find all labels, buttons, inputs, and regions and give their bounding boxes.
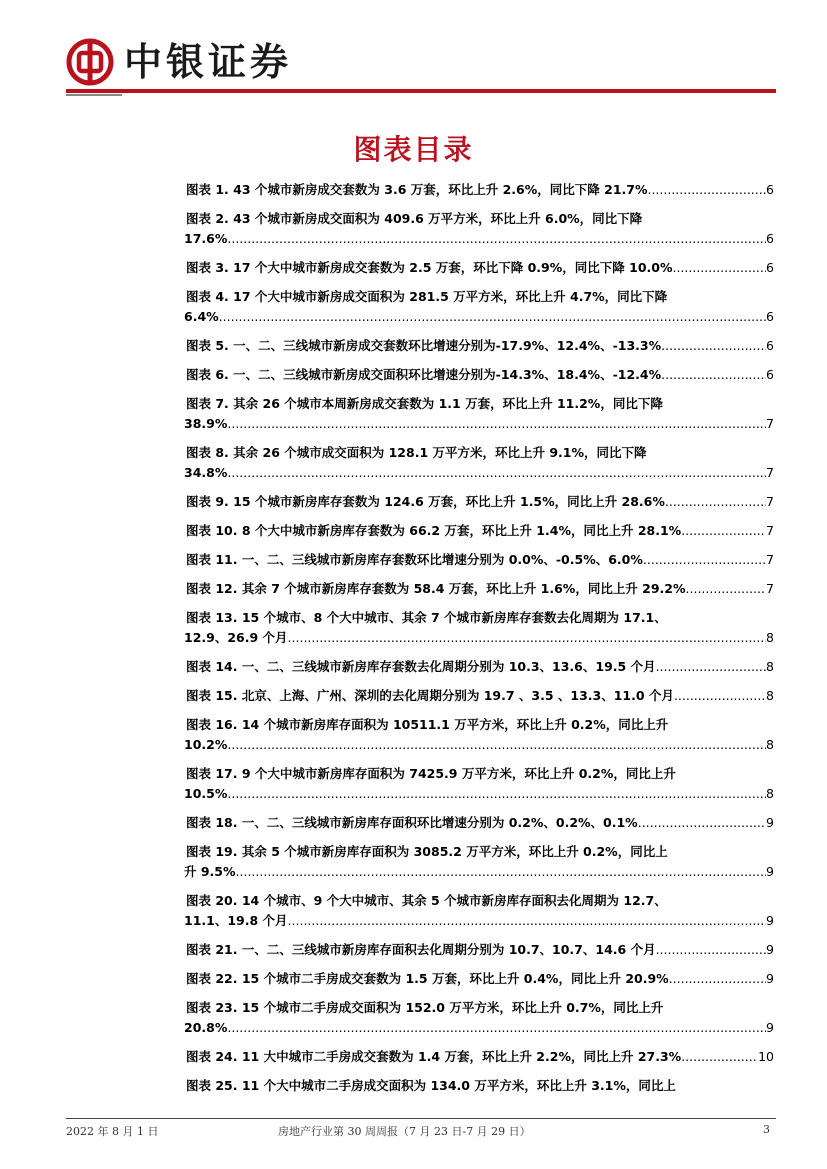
toc-entry[interactable] <box>186 686 774 706</box>
toc-leader-dots <box>661 336 766 356</box>
toc-entry[interactable] <box>186 891 774 931</box>
toc-page-number: 6 <box>766 231 774 246</box>
toc-entry[interactable] <box>186 940 774 960</box>
toc-leader-dots <box>661 365 766 385</box>
toc-entry[interactable] <box>186 579 774 599</box>
toc-leader-dots <box>647 180 766 200</box>
toc-page-number: 8 <box>766 737 774 752</box>
toc-leader-dots <box>665 492 766 512</box>
toc-entry-text: 20.8% <box>184 1020 228 1035</box>
table-of-contents <box>186 180 774 1105</box>
toc-entry-text: 升 9.5% <box>184 864 236 879</box>
toc-page-number: 9 <box>766 942 774 957</box>
toc-page-number: 9 <box>766 1020 774 1035</box>
toc-entry-text: 图表 16. 14 个城市新房库存面积为 10511.1 万平方米，环比上升 0.2%，同比上升 <box>186 717 669 732</box>
toc-entry-text: 图表 13. 15 个城市、8 个大中城市、其余 7 个城市新房库存套数去化周期为 17.1、 <box>186 610 667 625</box>
toc-page-number: 7 <box>766 465 774 480</box>
brand-name: 中银证券 <box>124 39 293 84</box>
toc-entry-text: 图表 9. 15 个城市新房库存套数为 124.6 万套，环比上升 1.5%，同比上升 28.6% <box>186 494 665 509</box>
toc-entry[interactable] <box>186 365 774 385</box>
toc-entry[interactable] <box>186 209 774 249</box>
toc-leader-dots <box>681 521 766 541</box>
toc-entry-text: 11.1、19.8 个月 <box>184 913 288 928</box>
toc-entry-text: 图表 12. 其余 7 个城市新房库存套数为 58.4 万套，环比上升 1.6%，同比上升 29.2% <box>186 581 686 596</box>
toc-entry-text: 图表 11. 一、二、三线城市新房库存套数环比增速分别为 0.0%、-0.5%、6.0% <box>186 552 643 567</box>
toc-entry-text: 图表 25. 11 个大中城市二手房成交面积为 134.0 万平方米，环比上升 3.1%，同比上 <box>186 1078 676 1093</box>
toc-entry-text: 图表 15. 北京、上海、广州、深圳的去化周期分别为 19.7 、3.5 、13.3、11.0 个月 <box>186 688 674 703</box>
bank-of-china-logo-icon <box>66 38 114 86</box>
toc-page-number: 7 <box>766 552 774 567</box>
footer-rule <box>66 1118 776 1119</box>
toc-entry[interactable] <box>186 492 774 512</box>
toc-leader-dots <box>219 307 766 327</box>
toc-leader-dots <box>674 686 766 706</box>
toc-entry-text: 12.9、26.9 个月 <box>184 630 288 645</box>
toc-leader-dots <box>669 969 766 989</box>
toc-entry-text: 图表 3. 17 个大中城市新房成交套数为 2.5 万套，环比下降 0.9%，同比下降 10.0% <box>186 260 673 275</box>
toc-page-number: 6 <box>766 260 774 275</box>
toc-entry[interactable] <box>186 1047 774 1067</box>
toc-entry-text: 图表 14. 一、二、三线城市新房库存套数去化周期分别为 10.3、13.6、19.5 个月 <box>186 659 656 674</box>
toc-page-number: 8 <box>766 786 774 801</box>
toc-entry[interactable] <box>186 1076 774 1096</box>
toc-leader-dots <box>227 229 766 249</box>
toc-entry[interactable] <box>186 521 774 541</box>
toc-page-number: 7 <box>766 494 774 509</box>
page-header <box>66 38 776 98</box>
toc-entry[interactable] <box>186 998 774 1038</box>
toc-page-number: 8 <box>766 688 774 703</box>
footer-page-number: 3 <box>763 1123 770 1136</box>
toc-page-number: 9 <box>766 864 774 879</box>
toc-page-number: 9 <box>766 913 774 928</box>
toc-entry-text: 图表 17. 9 个大中城市新房库存面积为 7425.9 万平方米，环比上升 0.2%，同比上升 <box>186 766 676 781</box>
toc-entry-text: 6.4% <box>184 309 219 324</box>
toc-entry[interactable] <box>186 180 774 200</box>
toc-entry-text: 图表 6. 一、二、三线城市新房成交面积环比增速分别为-14.3%、18.4%、-12.4% <box>186 367 662 382</box>
toc-leader-dots <box>656 940 766 960</box>
toc-leader-dots <box>236 862 767 882</box>
toc-entry-text: 图表 19. 其余 5 个城市新房库存面积为 3085.2 万平方米，环比上升 0.2%，同比上 <box>186 844 668 859</box>
toc-leader-dots <box>227 1018 766 1038</box>
toc-entry-text: 38.9% <box>184 416 228 431</box>
toc-entry[interactable] <box>186 443 774 483</box>
toc-entry[interactable] <box>186 813 774 833</box>
toc-entry-text: 图表 23. 15 个城市二手房成交面积为 152.0 万平方米，环比上升 0.7%，同比上升 <box>186 1000 664 1015</box>
toc-leader-dots <box>638 813 766 833</box>
toc-leader-dots <box>227 735 766 755</box>
toc-page-number: 6 <box>766 309 774 324</box>
toc-entry-text: 图表 2. 43 个城市新房成交面积为 409.6 万平方米，环比上升 6.0%，同比下降 <box>186 211 643 226</box>
toc-entry-text: 图表 5. 一、二、三线城市新房成交套数环比增速分别为-17.9%、12.4%、-13.3% <box>186 338 662 353</box>
toc-entry-text: 图表 24. 11 大中城市二手房成交套数为 1.4 万套，环比上升 2.2%，同比上升 27.3% <box>186 1049 682 1064</box>
toc-page-number: 8 <box>766 630 774 645</box>
toc-leader-dots <box>643 550 766 570</box>
toc-leader-dots <box>288 911 767 931</box>
toc-entry[interactable] <box>186 657 774 677</box>
toc-entry-text: 图表 4. 17 个大中城市新房成交面积为 281.5 万平方米，环比上升 4.7%，同比下降 <box>186 289 668 304</box>
toc-page-number: 7 <box>766 581 774 596</box>
toc-entry-text: 34.8% <box>184 465 228 480</box>
toc-entry[interactable] <box>186 715 774 755</box>
toc-leader-dots <box>672 258 766 278</box>
toc-leader-dots <box>227 784 766 804</box>
toc-entry-text: 图表 20. 14 个城市、9 个大中城市、其余 5 个城市新房库存面积去化周期为 12.7、 <box>186 893 667 908</box>
footer-date: 2022 年 8 月 1 日 <box>66 1125 159 1138</box>
toc-leader-dots <box>656 657 766 677</box>
toc-entry-text: 图表 21. 一、二、三线城市新房库存面积去化周期分别为 10.7、10.7、14.6 个月 <box>186 942 656 957</box>
toc-page-number: 10 <box>758 1049 774 1064</box>
toc-entry-text: 17.6% <box>184 231 228 246</box>
toc-entry[interactable] <box>186 336 774 356</box>
toc-page-number: 6 <box>766 182 774 197</box>
toc-entry[interactable] <box>186 764 774 804</box>
toc-title: 图表目录 <box>353 133 474 166</box>
toc-leader-dots <box>681 1047 758 1067</box>
toc-entry[interactable] <box>186 287 774 327</box>
toc-page-number: 6 <box>766 367 774 382</box>
footer-report-title: 房地产行业第 30 周周报（7 月 23 日-7 月 29 日） <box>278 1125 531 1138</box>
toc-page-number: 7 <box>766 416 774 431</box>
toc-entry[interactable] <box>186 394 774 434</box>
toc-page-number: 7 <box>766 523 774 538</box>
toc-entry-text: 图表 10. 8 个大中城市新房库存套数为 66.2 万套，环比上升 1.4%，同比上升 28.1% <box>186 523 682 538</box>
toc-entry-text: 图表 22. 15 个城市二手房成交套数为 1.5 万套，环比上升 0.4%，同比上升 20.9% <box>186 971 669 986</box>
toc-entry-text: 图表 8. 其余 26 个城市成交面积为 128.1 万平方米，环比上升 9.1%，同比下降 <box>186 445 647 460</box>
toc-entry-text: 10.5% <box>184 786 228 801</box>
header-rule <box>66 89 776 93</box>
toc-page-number: 9 <box>766 815 774 830</box>
toc-entry-text: 图表 1. 43 个城市新房成交套数为 3.6 万套，环比上升 2.6%，同比下降 21.7% <box>186 182 648 197</box>
toc-entry[interactable] <box>186 258 774 278</box>
toc-page-number: 9 <box>766 971 774 986</box>
toc-leader-dots <box>686 579 767 599</box>
toc-entry-text: 图表 18. 一、二、三线城市新房库存面积环比增速分别为 0.2%、0.2%、0.1% <box>186 815 638 830</box>
toc-leader-dots <box>227 463 766 483</box>
toc-leader-dots <box>227 414 766 434</box>
toc-entry[interactable] <box>186 842 774 882</box>
toc-page-number: 6 <box>766 338 774 353</box>
toc-entry[interactable] <box>186 969 774 989</box>
toc-page-number: 8 <box>766 659 774 674</box>
toc-entry[interactable] <box>186 608 774 648</box>
toc-entry-text: 10.2% <box>184 737 228 752</box>
toc-leader-dots <box>288 628 767 648</box>
header-rule-accent <box>66 94 122 96</box>
toc-entry[interactable] <box>186 550 774 570</box>
toc-entry-text: 图表 7. 其余 26 个城市本周新房成交套数为 1.1 万套，环比上升 11.2%，同比下降 <box>186 396 663 411</box>
